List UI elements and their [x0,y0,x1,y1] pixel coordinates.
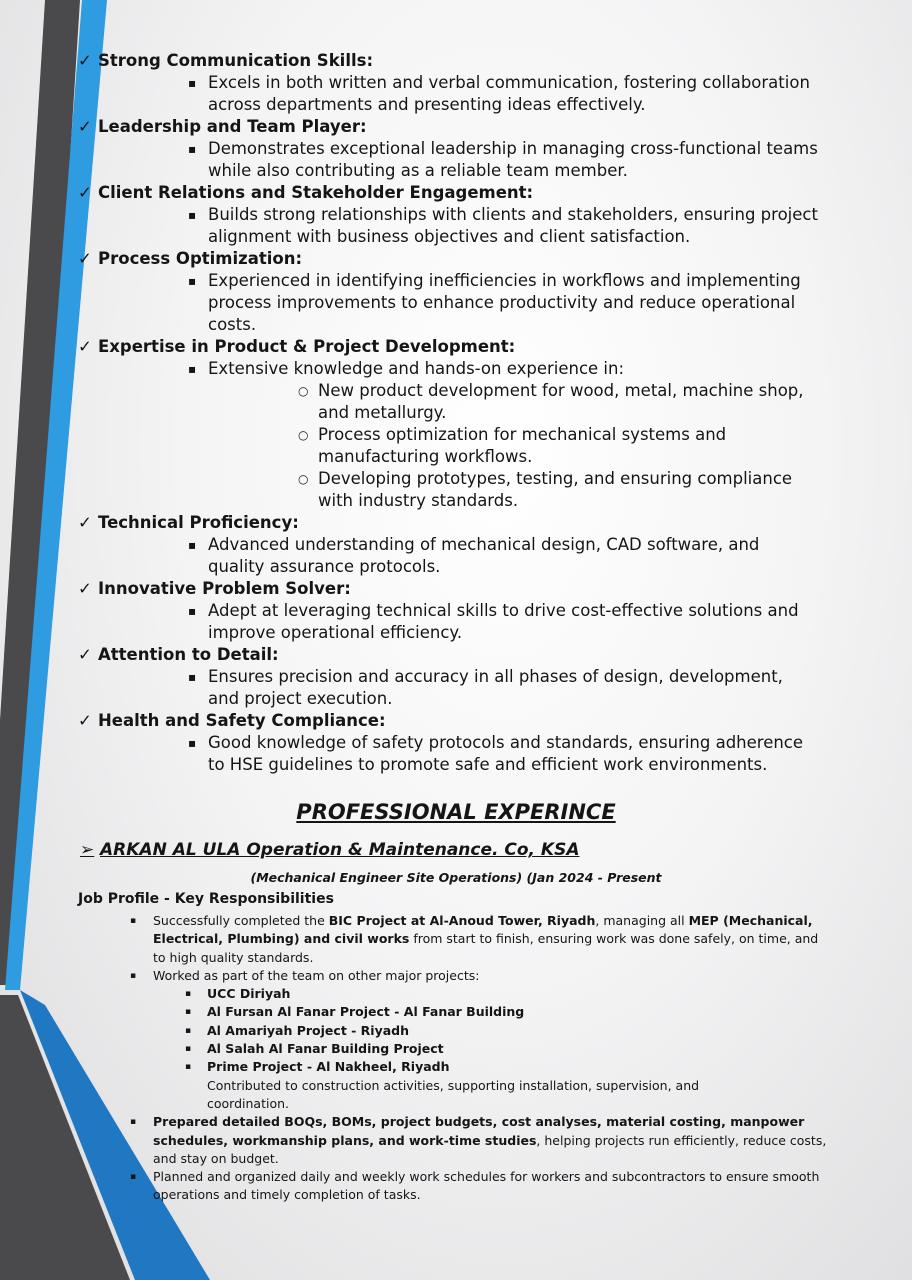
skill-point [78,666,858,710]
skill-point-text: Builds strong relationships with clients and stakeholders, ensuring project alignment with business objectives and client satisfaction. [208,205,818,246]
skill-subpoint [78,380,858,424]
square-bullet-icon: ▪ [130,916,137,926]
square-bullet-icon: ▪ [185,1062,192,1073]
square-bullet-icon: ▪ [130,970,137,981]
check-icon: ✓ [78,645,92,664]
circle-bullet-icon: ○ [298,428,309,442]
skill-point-text: Experienced in identifying inefficiencies in workflows and implementing process improvements to enhance productivity and reduce operational costs. [208,271,801,334]
responsibility-text: Worked as part of the team on other major projects: [153,967,480,983]
skill-heading [78,50,858,72]
square-bullet-icon: ▪ [188,362,197,376]
text-run: , managing all [595,913,689,928]
responsibility-text: Planned and organized daily and weekly work schedules for workers and subcontractors to ensure smooth operations and timely completion of tasks. [153,1169,820,1203]
skill-subpoint-text: New product development for wood, metal, machine shop, and metallurgy. [318,381,804,422]
circle-bullet-icon: ○ [298,472,309,486]
skill-heading-label: Expertise in Product & Project Development: [98,337,516,356]
skill-heading-label: Health and Safety Compliance: [98,711,386,730]
skill-heading [78,710,858,732]
section-title: PROFESSIONAL EXPERINCE [296,800,616,824]
project-name: Al Salah Al Fanar Building Project [207,1041,444,1057]
responsibility-item [130,967,830,985]
job-profile-heading: Job Profile - Key Responsibilities [78,891,334,907]
projects-note: Contributed to construction activities, supporting installation, supervision, and coordination. [207,1077,700,1111]
skill-point [78,204,858,248]
responsibility-text [153,912,830,967]
skill-heading [78,512,858,534]
skill-heading-label: Process Optimization: [98,249,303,268]
skill-point [78,72,858,116]
skill-point-text: Ensures precision and accuracy in all phases of design, development, and project execution. [208,667,783,708]
position-title: (Mechanical Engineer Site Operations) (Jan 2024 - Present [250,870,662,885]
responsibility-item [130,912,830,967]
skill-heading [78,578,858,600]
project-item [130,1022,830,1040]
square-bullet-icon: ▪ [185,1044,192,1055]
square-bullet-icon: ▪ [185,1025,192,1036]
circle-bullet-icon: ○ [298,384,309,398]
project-list [130,985,830,1076]
square-bullet-icon: ▪ [188,736,197,750]
square-bullet-icon: ▪ [130,1117,137,1128]
square-bullet-icon: ▪ [188,538,197,552]
arrow-icon: ➢ [80,840,95,860]
square-bullet-icon: ▪ [188,274,197,288]
project-name: Prime Project - Al Nakheel, Riyadh [207,1059,450,1075]
project-item [130,985,830,1003]
responsibilities-list [130,912,830,1205]
square-bullet-icon: ▪ [130,1172,137,1183]
square-bullet-icon: ▪ [188,142,197,156]
check-icon: ✓ [78,249,92,268]
text-run-bold: MEP (Mechanical, Electrical, Plumbing) and civil works [153,913,813,947]
text-run: from start to finish, ensuring work was done safely, on time, and to high quality standards. [153,931,819,965]
responsibility-text [153,1113,830,1168]
company-name [80,840,580,860]
skill-point [78,534,858,578]
skill-point-text: Good knowledge of safety protocols and standards, ensuring adherence to HSE guidelines to promote safe and efficient work environments. [208,733,804,774]
project-name: Al Amariyah Project - Riyadh [207,1022,410,1038]
skill-heading-label: Leadership and Team Player: [98,117,367,136]
skill-heading [78,336,858,358]
skill-point [78,270,858,336]
skill-point-text: Advanced understanding of mechanical design, CAD software, and quality assurance protocols. [208,535,760,576]
square-bullet-icon: ▪ [188,604,197,618]
skill-heading [78,116,858,138]
square-bullet-icon: ▪ [185,1007,192,1018]
skill-point-text: Extensive knowledge and hands-on experience in: [208,359,625,378]
skill-subpoint [78,424,858,468]
text-run-bold: BIC Project at Al-Anoud Tower, Riyadh [328,913,596,928]
skill-heading-label: Attention to Detail: [98,645,279,664]
skill-point [78,358,858,380]
check-icon: ✓ [78,337,92,356]
square-bullet-icon: ▪ [185,989,192,1000]
skills-list [78,50,858,776]
company-label: ARKAN AL ULA Operation & Maintenance. Co, KSA [100,840,580,860]
project-item [130,1003,830,1021]
skill-subpoint-text: Developing prototypes, testing, and ensuring compliance with industry standards. [318,469,793,510]
skill-subpoint [78,468,858,512]
responsibility-item [130,1168,830,1205]
check-icon: ✓ [78,711,92,730]
project-item [130,1058,830,1076]
check-icon: ✓ [78,183,92,202]
skill-point-text: Adept at leveraging technical skills to drive cost-effective solutions and improve operational efficiency. [208,601,799,642]
square-bullet-icon: ▪ [188,76,197,90]
skill-point [78,138,858,182]
skill-heading [78,644,858,666]
skill-heading-label: Client Relations and Stakeholder Engagement: [98,183,534,202]
skill-point [78,732,858,776]
skill-heading [78,248,858,270]
text-run: , helping projects run efficiently, reduce costs, and stay on budget. [153,1132,827,1166]
responsibility-item [130,1113,830,1168]
skill-heading [78,182,858,204]
skill-point-text: Demonstrates exceptional leadership in managing cross-functional teams while also contributing as a reliable team member. [208,139,818,180]
text-run-bold: Prepared detailed BOQs, BOMs, project budgets, cost analyses, material costing, manpower schedules, workmanship plans, and work-time studies [153,1114,805,1148]
project-item [130,1040,830,1058]
project-name: Al Fursan Al Fanar Project - Al Fanar Building [207,1004,525,1020]
project-name: UCC Diriyah [207,986,291,1002]
check-icon: ✓ [78,579,92,598]
skill-point-text: Excels in both written and verbal communication, fostering collaboration across departments and presenting ideas effectively. [208,73,810,114]
check-icon: ✓ [78,117,92,136]
check-icon: ✓ [78,51,92,70]
skill-heading-label: Technical Proficiency: [98,513,299,532]
square-bullet-icon: ▪ [188,208,197,222]
text-run: Successfully completed the [153,913,329,928]
check-icon: ✓ [78,513,92,532]
skill-heading-label: Strong Communication Skills: [98,51,374,70]
square-bullet-icon: ▪ [188,670,197,684]
skill-point [78,600,858,644]
skill-subpoint-text: Process optimization for mechanical systems and manufacturing workflows. [318,425,727,466]
skill-heading-label: Innovative Problem Solver: [98,579,351,598]
